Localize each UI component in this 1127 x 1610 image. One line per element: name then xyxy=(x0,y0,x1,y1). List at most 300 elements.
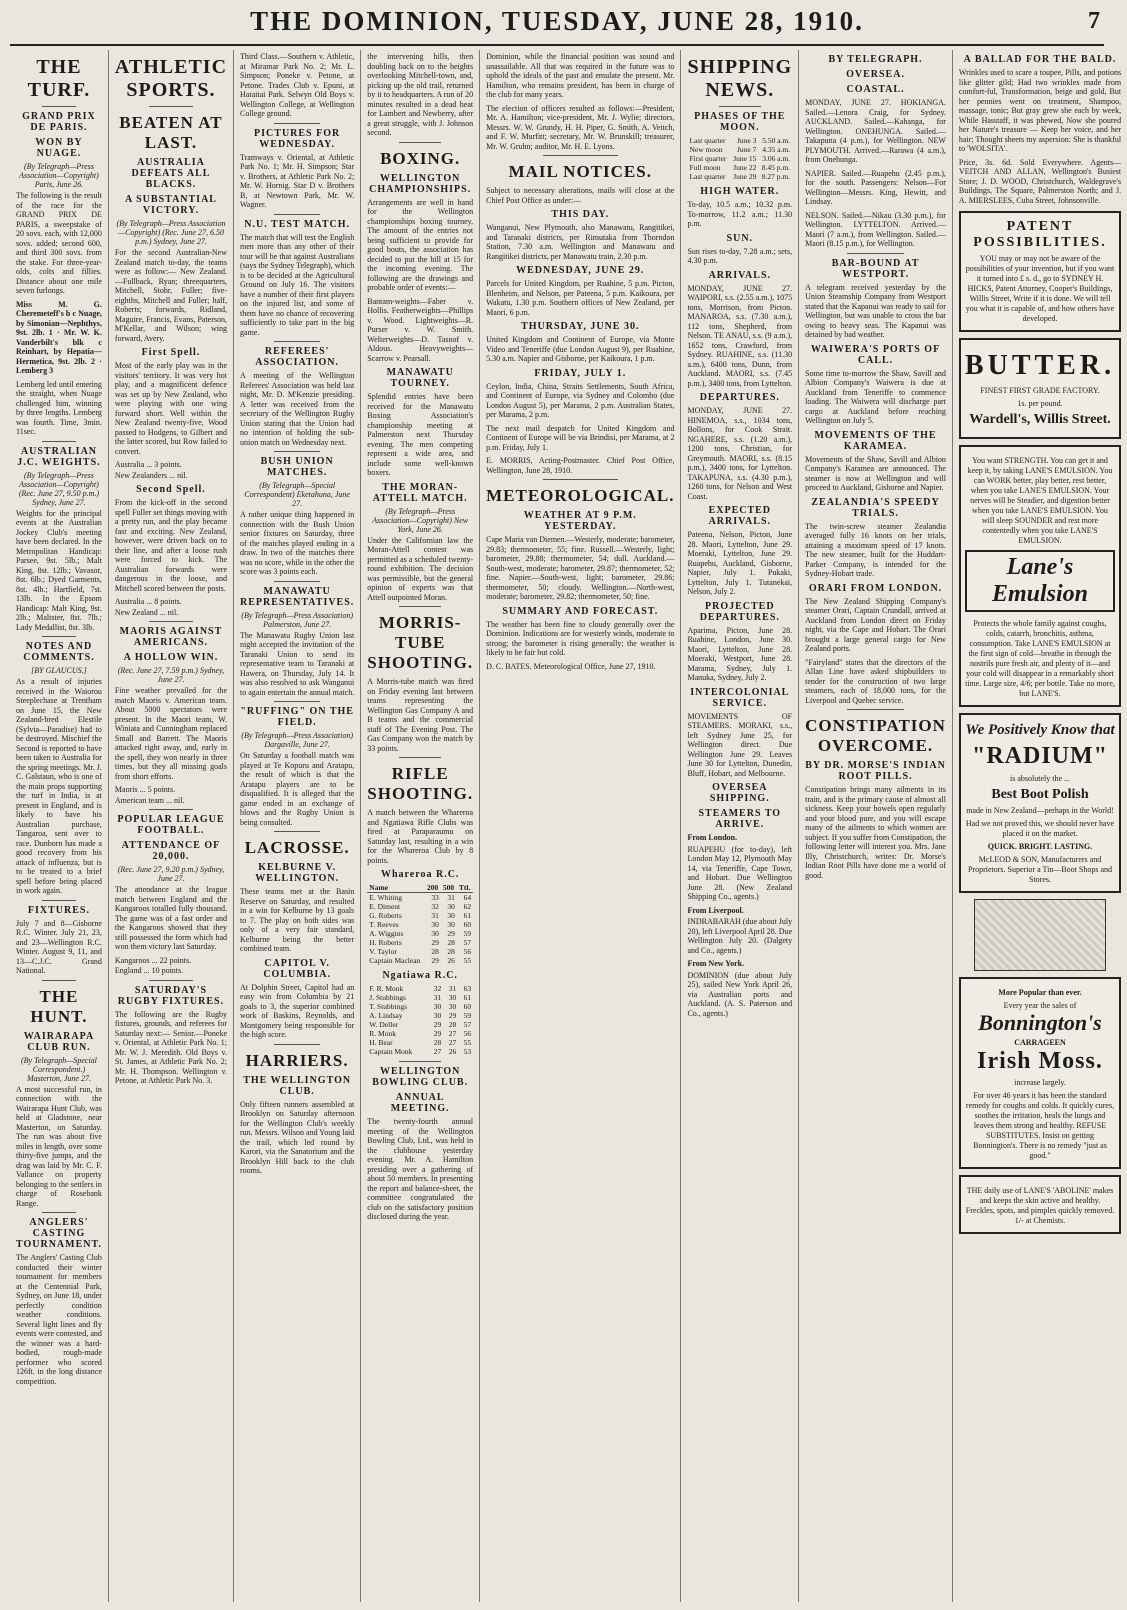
table-cell: J. Stubbings xyxy=(369,993,406,1002)
table-cell: New moon xyxy=(689,145,723,154)
dateline: (By Telegraph—Special Correspondent.) Masterton, June 27. xyxy=(20,1055,97,1083)
arrivals-subtitle: ARRIVALS. xyxy=(708,269,772,281)
table-cell: June 7 xyxy=(737,145,757,154)
article-text: Movements of the Shaw, Savill and Albion Company's Karamea are announced. The steamer is now at Wellington and will proceed to Auckland, Gisborne and Napier. xyxy=(805,454,946,492)
radium-quick: QUICK. BRIGHT. LASTING. xyxy=(987,842,1093,851)
lacrosse-title: LACROSSE. xyxy=(244,838,350,857)
article-text: These teams met at the Basin Reserve on Saturday, and resulted in a win for Kelburne by 13 goals to 7. The play on both sides was only of a very fair standard, Kelburne being the better combined team. xyxy=(240,887,355,953)
divider xyxy=(274,451,320,452)
harriers-subtitle: THE WELLINGTON CLUB. xyxy=(243,1074,352,1097)
article-text: MOVEMENTS OF STEAMERS. MORAKI, s.s., left Sydney June 25, for Wellington direct. Due Wellington June 29. Leaves June 30 for Lyttelton, Dunedin, Bluff, Hobart, and Melbourne. xyxy=(687,711,793,778)
divider xyxy=(399,606,441,607)
article-text: A Morris-tube match was fired on Friday evening last between teams representing the Wellington Gas Company A and B teams and the commercial staff of The Evening Post. The Gas Company won the match by 33 points. xyxy=(367,677,474,753)
dateline: (By Telegraph—Press Association—Copyright) (Rec. June 27, 6.50 p.m.) Sydney, June 27. xyxy=(116,219,226,246)
article-text: On Saturday a football match was played at Te Kopuru and Aratapu, the result of which is that the Aratapu players are to be disqualified. It is alleged that the game ended in an exchange of blows and the Rugby Union is being consulted. xyxy=(240,751,355,827)
article-text: MONDAY, JUNE 27. HINEMOA, s.s., 1034 tons, Bollons, for Cook Strait. NGAHERE, s.s. (1.20 a.m.), 1200 tons, Christian, for Greymouth. MAORI, s.s. (8.15 p.m.), 3400 tons, for Lyttelton. TAKAPUNA, s.s. (4.30 p.m.), 1260 tons, for Nelson and West Coast. xyxy=(687,406,793,501)
column-container xyxy=(10,50,1122,1602)
sun-subtitle: SUN. xyxy=(726,232,754,244)
table-cell: 29 xyxy=(433,1020,442,1029)
article-text: The Manawatu Rugby Union last night accepted the invitation of the Taranaki Union to send its representative team to Taranaki at Hawera, on Thursday, July 14. It was also resolved to ask Wanganui to again entertain the annual match. xyxy=(240,630,355,697)
table-cell: Captain Maclean xyxy=(369,956,421,965)
table-cell: 8.45 p.m. xyxy=(761,163,791,172)
table-row xyxy=(687,136,792,145)
rifle-title: RIFLE SHOOTING. xyxy=(367,764,474,803)
dateline: (Rec. June 27, 9.20 p.m.) Sydney, June 27. xyxy=(117,865,225,883)
divider xyxy=(719,106,761,107)
grand-prix-subtitle: GRAND PRIX DE PARIS. xyxy=(22,111,96,133)
table-cell: 30 xyxy=(431,929,439,938)
table-cell: 57 xyxy=(463,938,472,947)
article-text: Some time to-morrow the Shaw, Savill and Albion Company's Waiwera is due at Auckland from Teneriffe to commence loading. The Waiwera will discharge part cargo at Auckland before reaching Wellington on July 5. xyxy=(805,368,946,425)
article-text: The twin-screw steamer Zealandia averaged fully 16 knots on her trials, attaining a maximum speed of 17 knots. The new steamer, built for the Huddart-Parker Company, is intended for the Sydney-Hobart trade. xyxy=(805,521,946,578)
whareroa-title: Whareroa R.C. xyxy=(380,869,460,880)
table-row xyxy=(687,163,792,172)
article-text: The attendance at the league match between England and the Kangaroos totalled fully thousand. The game was of a fast order and the Kangaroos showed that they still possessed the form which had won them victory last Saturday. xyxy=(114,885,228,951)
article-text: The twenty-fourth annual meeting of the Wellington Bowling Club, Ltd., was held in the clubhouse yesterday evening. Mr. A. Hamilton presiding over a gathering of about 50 members. In presenting the report and balance-sheet, the committee congratulated the club on the satisfactory position disclosed during the year. xyxy=(367,1117,474,1221)
shipping-title: SHIPPING NEWS. xyxy=(687,56,793,101)
expected-subtitle: EXPECTED ARRIVALS. xyxy=(708,505,772,527)
article-text: Tramways v. Oriental, at Athletic Park No. 1; Mr. H. Simpson; Star v. Brothers, at Athletic Park No. 2; Mr. W. Hornig. Star D v. Brothers B, at Newtown Park, Mr. W. Wagner. xyxy=(240,152,355,209)
article-text: The New Zealand Shipping Company's steamer Orari, Captain Crundall, arrived at Auckland from London direct on Friday night, via the Cape and Hobart. The Orari brought a large general cargo for New Zealand ports. xyxy=(805,596,946,653)
radium-body: is absolutely the ... xyxy=(1010,774,1070,783)
table-row xyxy=(367,1002,473,1011)
article-text: The weather has been fine to cloudy generally over the Dominion. Indications are for westerly winds, moderate to strong; the barometer is rising generally; the weather is likely to be fair but cold. xyxy=(486,619,675,657)
table-cell: A. Wiggins xyxy=(369,929,404,938)
masthead-title: THE DOMINION, TUESDAY, JUNE 28, 1910. xyxy=(250,6,864,36)
patent-ad xyxy=(959,211,1121,332)
butter-title: BUTTER. xyxy=(964,350,1116,381)
article-text: Aparima, Picton, June 28. Ruahine, London, June 30. Maori, Lyttelton, June 28. Moeraki, Westport, June 28. Marama, Sydney, July 1. Manuka, Sydney, July 2. xyxy=(687,625,793,682)
table-cell: 27 xyxy=(448,1029,457,1038)
article-text: Subject to necessary alterations, mails will close at the Chief Post Office as under:— xyxy=(486,186,675,205)
table-row xyxy=(687,145,792,154)
divider xyxy=(42,636,76,637)
best-polish: Best Boot Polish xyxy=(991,787,1089,802)
kelburne-title: KELBURNE V. WELLINGTON. xyxy=(255,862,340,884)
divider xyxy=(399,1061,441,1062)
hunt-subtitle: WAIRARAPA CLUB RUN. xyxy=(23,1030,95,1053)
column-5 xyxy=(480,50,681,1602)
divider xyxy=(42,1212,76,1213)
bonnington-increase: increase largely. xyxy=(1014,1078,1066,1087)
article-text: Third Class.—Southern v. Athletic, at Miramar Park No. 2; Mr. L. Simpson; Poneke v. Petone, at Petone. Trades Club v. Epuni, at Hataitai Park. Selwyn Old Boys v. Wellington College, at Wellington College ground. xyxy=(240,52,355,118)
article-text: MONDAY, JUNE 27. WAIPORI, s.s. (2.55 a.m.), 1075 tons, Morrison, from Picton. MANAROA, s.s. (7.30 a.m.), 112 tons, Shepherd, from Nelson. TE ANAU, s.s. (9 a.m.), 1652 tons, Crawford, from Sydney. RUAHINE, s.s. (11.30 a.m.), 6400 tons, Dunn, from Auckland. MAORI, s.s. (7.45 p.m.), 3400 tons, from Lyttelton. xyxy=(687,283,793,388)
divider xyxy=(149,106,194,107)
article-text: The Anglers' Casting Club conducted their winter tournament for members at the Centennial Park, Sydney, on June 18, under perfectly condition weather conditions. Several light lines and fly events were contested, and the winner was a hard-bodied, rough-made performer who scored 126ft. in the long distance competition. xyxy=(16,1253,102,1386)
divider xyxy=(42,441,76,442)
column-4 xyxy=(361,50,480,1602)
constipation-title: CONSTIPATION OVERCOME. xyxy=(805,716,946,755)
aus-weights-title: AUSTRALIAN J.C. WEIGHTS. xyxy=(17,445,101,468)
table-cell: V. Taylor xyxy=(369,947,397,956)
table-row xyxy=(367,956,473,965)
table-cell: T. Stubbings xyxy=(369,1002,408,1011)
table-cell: 33 xyxy=(431,893,439,902)
table-row xyxy=(367,1020,473,1029)
moon-phases-table xyxy=(687,136,792,181)
score-line: American team ... nil. xyxy=(114,795,185,805)
table-row xyxy=(367,1038,473,1047)
table-row xyxy=(687,154,792,163)
article-text: At Dolphin Street, Capitol had an easy win from Columbia by 21 goals to 3, the superior combined work of Baskins, Reynolds, and Montgomery being responsible for the high score. xyxy=(240,982,355,1039)
column-8-ads xyxy=(953,50,1127,1602)
score-line: Maoris ... 5 points. xyxy=(114,785,176,794)
divider xyxy=(543,479,618,480)
divider xyxy=(274,831,320,832)
table-cell: T. Reeves xyxy=(369,920,399,929)
mail-day-heading: WEDNESDAY, JUNE 29. xyxy=(516,265,645,276)
table-cell: R. Monk xyxy=(369,1029,396,1038)
high-water-subtitle: HIGH WATER. xyxy=(700,186,780,197)
table-cell: 32 xyxy=(433,984,442,993)
divider xyxy=(274,1044,320,1045)
table-cell: 61 xyxy=(463,993,472,1002)
victory-subtitle: A SUBSTANTIAL VICTORY. xyxy=(124,194,217,216)
divider xyxy=(399,757,441,758)
table-cell: E. Whiting xyxy=(369,893,403,902)
table-cell: 64 xyxy=(463,893,472,902)
table-row xyxy=(687,172,792,181)
radium-note: Had we not proved this, we should never have placed it on the market. xyxy=(965,819,1115,838)
ngatiawa-title: Ngatiawa R.C. xyxy=(382,970,458,981)
table-cell: 60 xyxy=(463,920,472,929)
article-text: To-day, 10.5 a.m.; 10.32 p.m. To-morrow, 11.2 a.m.; 11.30 p.m. xyxy=(687,200,793,228)
article-text: Constipation brings many ailments in its train, and is the primary cause of almost all sickness. Keep your bowels open regularly and your blood pure, and you will escape many of the ailments to which women are subject. If you suffer from Constipation, the following letter will interest you. Mrs. Jane Illy, Christchurch, writes: Dr. Morse's Indian Root Pills have done me a world of good. xyxy=(805,785,946,880)
race-results: Miss M. G. Cheremeteff's b c Nuage, by Simonian—Nephthys, 9st. 2lb. 1 · Mr. W. K. Vanderbilt's blk c Reinhart, by Hepatia—Hermetica, 9st. 2lb. 2 · Lemberg 3 xyxy=(16,299,102,375)
hunt-title: THE HUNT. xyxy=(30,986,88,1026)
article-text: NAPIER. Sailed.—Ruapehu (2.45 p.m.), for the south. Passengers: Nelson—For Wellington—Messrs. King, Hewitt, and Lindsay. xyxy=(805,168,946,206)
table-cell: First quarter xyxy=(689,154,727,163)
table-row xyxy=(367,984,473,993)
table-cell: 27 xyxy=(448,1038,457,1047)
waiwera-title: WAIWERA'S PORTS OF CALL. xyxy=(810,343,941,366)
ruffing-title: "RUFFING" ON THE FIELD. xyxy=(240,706,354,728)
popular-title: POPULAR LEAGUE FOOTBALL. xyxy=(117,814,225,836)
projected-subtitle: PROJECTED DEPARTURES. xyxy=(699,600,780,623)
article-text: A most successful run, in connection with the Wairarapa Hunt Club, was held at Gladstone, near Masterton, on Saturday. The run was about five miles in length, over some thirty-five jumps, and the drag was laid by Mr. C. F. Vallance on property belonging to the settlers in charge of Rosebank Range. xyxy=(16,1084,102,1208)
beaten-title: BEATEN AT LAST. xyxy=(119,113,223,152)
table-cell: 60 xyxy=(463,1002,472,1011)
mail-signoff: E. MORRIS, Acting-Postmaster. Chief Post Office, Wellington, June 28, 1910. xyxy=(486,456,675,475)
divider xyxy=(42,106,76,107)
column-7 xyxy=(799,50,953,1602)
table-cell: 30 xyxy=(448,1002,457,1011)
turf-title: THE TURF. xyxy=(27,56,91,101)
ballad-text: Wrinkles used to scare a toupee, Pills, and potions like glitter gild; Had two wrinkles made from comfort-ful, Transformation, beige and gold, But her pennies went on treatment, Shampoo, massage, tonic; But gray grew she each by week, While Hasstaff, it was phewed, Now she poured her Nature's treasure — Keep her voice, and her hair; Thought sheets my aspersion: She is thankful to 'WOLSITA'. xyxy=(958,68,1122,153)
mail-day-heading: THIS DAY. xyxy=(551,209,610,220)
table-cell: 3.06 a.m. xyxy=(762,154,791,163)
table-cell: 30 xyxy=(433,1002,442,1011)
table-cell: 8.27 p.m. xyxy=(761,172,791,181)
butter-ad xyxy=(959,338,1121,439)
table-cell: 29 xyxy=(431,956,439,965)
notes-title: NOTES AND COMMENTS. xyxy=(23,641,95,663)
table-cell: June 15 xyxy=(733,154,757,163)
maoris-title: MAORIS AGAINST AMERICANS. xyxy=(119,626,223,648)
oversea-subtitle: OVERSEA SHIPPING. xyxy=(709,782,770,804)
article-text: Most of the early play was in the visitors' territory. It was very hot play, and a magnificent defence was set up by New Zealand, who were playing with one wing forward short. Well within the New Zealand twenty-five, Wood passed to Hodgens, to Gilbert and the latter scored, but Row failed to convert. xyxy=(114,361,228,456)
boxing-title: BOXING. xyxy=(380,148,461,168)
score-line: New Zealand ... nil. xyxy=(114,607,179,617)
orari-title: ORARI FROM LONDON. xyxy=(808,582,943,594)
table-cell: E. Diment xyxy=(369,902,401,911)
saturday-title: SATURDAY'S RUGBY FIXTURES. xyxy=(117,984,225,1007)
article-text: Pateena, Nelson, Picton, June 28. Maori, Lyttelton, June 29. Moeraki, Lyttelton, June 29. Ruapehu, Auckland, Gisborne, Napier, July 1. Pukaki, Lyttelton, July 1. Tutanekai, Nelson, July 2. xyxy=(687,530,793,596)
mail-day-heading: THURSDAY, JUNE 30. xyxy=(521,321,640,332)
lanes-logo: Lane's Emulsion xyxy=(965,550,1115,612)
bowling-title: WELLINGTON BOWLING CLUB. xyxy=(372,1066,469,1088)
article-text: A meeting of the Wellington Referees' Association was held last night, Mr. D. M'Kenzie presiding. A letter was received from the secretary of the Wellington Rugby Union stating that the Union had no intention of holding the sub-union match on Wednesday next. xyxy=(240,371,355,447)
table-cell: 56 xyxy=(463,1029,472,1038)
table-cell: 30 xyxy=(433,1011,442,1020)
article-text: RUAPEHU (for to-day), left London May 12, Plymouth May 14, via Teneriffe, Cape Town, and Hobart. Due Wellington June 28. (New Zealand Shipping Co., agents.) xyxy=(687,844,793,901)
column-3 xyxy=(234,50,361,1602)
table-row xyxy=(367,993,473,1002)
radium-headline: We Positively Know that xyxy=(965,722,1115,738)
signoff: D. C. BATES. Meteorological Office, June 27, 1910. xyxy=(486,661,656,671)
table-cell: 30 xyxy=(447,911,455,920)
origin-heading: From Liverpool. xyxy=(687,905,744,915)
departures-subtitle: DEPARTURES. xyxy=(699,392,780,403)
table-row xyxy=(367,920,473,929)
second-spell-subtitle: Second Spell. xyxy=(136,484,206,495)
mail-entry: United Kingdom and Continent of Europe, via Monte Video and Teneriffe (due London August 9), per Ruahine, 5.30 a.m. Napier and Gisborne, per Kaikoura, 1 p.m. xyxy=(486,335,675,363)
table-cell: 30 xyxy=(447,902,455,911)
bonnington-body: For over 46 years it has been the standard remedy for coughs and colds. It quickly cures, soothes the irritation, heals the lungs and leaves them strong and healthy. REFUSE SUBSTITUTES. Insist on getting Bonnington's. There is no remedy "just as good." xyxy=(965,1091,1115,1160)
table-cell: 55 xyxy=(463,1038,472,1047)
intercolonial-subtitle: INTERCOLONIAL SERVICE. xyxy=(690,686,790,709)
table-cell: 28 xyxy=(433,1038,442,1047)
lanes-daily: THE daily use of LANE'S 'ABOLINE' makes and keeps the skin active and healthy. Freckles, spots, and pimples quickly removed. 1/- at Chemists. xyxy=(965,1186,1115,1225)
table-header: Name xyxy=(367,883,425,893)
radium-tin-image xyxy=(974,899,1106,971)
article-text: The match that will test the English men more than any other of their tour will be that against Australians (says the Sydney Telegraph), which is to be decided at the Agricultural Ground on July 16. The visitors have a number of their first players on the injured list, and some of them have no chance of recovering sufficiently to take part in the big game. xyxy=(240,232,355,337)
article-text: July 7 and 8—Gisborne R.C. Winter. July 21, 23, and 23—Wellington R.C. Winter. August 9, 11, and 13—C.J.C. Grand National. xyxy=(16,918,102,975)
moran-title: THE MORAN-ATTELL MATCH. xyxy=(372,481,468,504)
bonnington-every: Every year the sales of xyxy=(1003,1001,1077,1010)
page-number: 7 xyxy=(1088,8,1100,34)
divider xyxy=(274,581,320,582)
divider xyxy=(847,709,903,710)
table-cell: 28 xyxy=(448,1020,457,1029)
article-text: A telegram received yesterday by the Union Steamship Company from Westport stated that the Kapanui was ready to sail for Wellington, but was unable to cross the bar owing to heavy seas. The Kapanui was detained by bad weather. xyxy=(805,282,946,339)
article-text: For the second Australian-New Zealand match to-day, the teams were as follow:— New Zealand.—Fullback, Ryan; threequarters, Mitchell, Stohr, Fuller; five-eighths, Mitchell and Fuller; half, Roberts; forwards, Ridland, Maguire, Francis, Evans, Paterson, M'Kellar, and Wilson; wing forward, Avery. xyxy=(114,248,228,343)
mail-entry: Wanganui, New Plymouth, also Manawatu, Rangitikei, and Taranaki districts, per Rimutaka from Thorndon Station, 7.30 a.m. Wellington and Manawatu and Rangitikei districts, per Manawatu train, 2.30 p.m. xyxy=(486,223,675,261)
article-text: The election of officers resulted as follows:—President, Mr. A. Hamilton; vice-president, Mr. J. Wylie; directors, Messrs. W. W. Grundy, H. H. Piper, G. Smith, A. Veitch, and F. W. Murfitt; secretary, Mr. W. Brunskill; treasurer, Mr. W. Gruhn; auditor, Mr. H. E. Lyons. xyxy=(486,103,675,151)
table-cell: Last quarter xyxy=(689,136,726,145)
masthead xyxy=(10,6,1104,46)
table-cell: Full moon xyxy=(689,163,721,172)
table-cell: 55 xyxy=(463,956,472,965)
athletic-title: ATHLETIC SPORTS. xyxy=(114,56,228,101)
table-cell: 53 xyxy=(463,1047,472,1056)
patent-text: YOU may or may not be aware of the possibilities of your invention, but if you want it turned into £ s. d., go to SYDNEY H. HICKS, Patent Attorney, Cooper's Buildings, Willis Street, Write if it is done. We will tell you what it is capable of, and how others have developed. xyxy=(965,254,1115,323)
bonnington-name: Bonnington's xyxy=(978,1010,1102,1035)
divider xyxy=(149,980,194,981)
mail-title: MAIL NOTICES. xyxy=(508,162,652,181)
article-text: As a result of injuries received in the Waiorou Steeplechase at Trentham on June 15, the New Zealand-bred Elestile (Sylvia—Paradise) had to be destroyed. Mischief the Second is reported to have been taken to Australia for the spring meetings. Mr. J. C. Galstaun, who is one of the main props supporting the turf in India, is at present in England, and is likely to have his Australian purchase, Tangaroa, sent over to race. Dunborn has made a good recovery from his attack of influenza, but is to be treated to a brief spell before being placed in work again. xyxy=(16,677,102,895)
radium-ad xyxy=(959,713,1121,893)
table-cell: 29 xyxy=(448,1011,457,1020)
dateline: (By Telegraph—Press Association) Palmerston, June 27. xyxy=(241,610,353,629)
table-cell: June 29 xyxy=(733,172,757,181)
dateline: (Rec. June 27, 7.59 p.m.) Sydney, June 27. xyxy=(117,666,225,684)
table-row xyxy=(367,902,473,911)
speedy-title: ZEALANDIA'S SPEEDY TRIALS. xyxy=(811,496,940,519)
table-cell: 57 xyxy=(463,1020,472,1029)
mail-entry: Parcels for United Kingdom, per Ruahine, 5 p.m. Picton, Blenheim, and Nelson, per Pateena, 5 p.m. Kaikoura, per Wakatu, 1.30 p.m. Southern offices of New Zealand, per Maori, 6 p.m. xyxy=(486,279,675,317)
column-6 xyxy=(681,50,799,1602)
wardell-store: Wardell's, Willis Street. xyxy=(969,412,1111,427)
oversea-subtitle: OVERSEA. xyxy=(846,69,905,80)
radium-made: made in New Zealand—perhaps in the World! xyxy=(966,806,1114,815)
lanes-body: Protects the whole family against coughs, colds, catarrh, bronchitis, asthma, consumption. Take LANE'S EMULSION at the first sign of cold—breathe in through the nostrils pure fresh air, and plenty of it—and your cold will disappear in a remarkably short time. Large size, 4/6; per bottle. Take no more, but LANE'S. xyxy=(965,619,1115,698)
column-1 xyxy=(10,50,109,1602)
table-row xyxy=(367,893,473,903)
maoris-subtitle: A HOLLOW WIN. xyxy=(123,652,219,663)
divider xyxy=(42,980,76,981)
patent-title: PATENT POSSIBILITIES. xyxy=(973,219,1107,250)
radium-maker: McLEOD & SON, Manufacturers and Proprietors. Superior a Tin—Boot Shops and Stores. xyxy=(967,855,1112,884)
column-2 xyxy=(109,50,234,1602)
table-header: 200 xyxy=(425,883,441,893)
table-cell: G. Roberts xyxy=(369,911,402,920)
bonnington-irish: Irish Moss. xyxy=(977,1048,1103,1074)
butter-subtitle: FINEST FIRST GRADE FACTORY. xyxy=(980,386,1100,395)
wolsita-agents: Price, 3s. 6d. Sold Everywhere. Agents—VEITCH AND ALLAN, Wellington's Busiest Store; J. D. WOOD, Christchurch, Waldegrave's Buildings, The Square, Palmerston North; and J. A. MIERSLEES, Cuba Street, Johnsonville. xyxy=(958,157,1122,205)
table-cell: 26 xyxy=(447,956,455,965)
table-cell: 31 xyxy=(433,993,442,1002)
table-cell: 26 xyxy=(448,1047,457,1056)
steamers-subtitle: STEAMERS TO ARRIVE. xyxy=(698,808,782,830)
table-cell: 63 xyxy=(463,984,472,993)
morris-title: MORRIS-TUBE SHOOTING. xyxy=(367,613,474,672)
dateline: (By Telegraph—Press Association—Copyright) New York, June 26. xyxy=(372,506,469,534)
boxing-subtitle: WELLINGTON CHAMPIONSHIPS. xyxy=(369,172,472,195)
table-cell: Captain Monk xyxy=(369,1047,413,1056)
article-text: the intervening hills, then doubling back on to the heights overlooking Mitchell-town, and, picking up the old trail, returned by it to headquarters. A run of 20 minutes resulted in a dead heat for Lambert and Newberry, after a great struggle, with J. Johnson second. xyxy=(367,52,474,137)
table-cell: 28 xyxy=(447,947,455,956)
bush-title: BUSH UNION MATCHES. xyxy=(260,456,334,478)
pictures-title: PICTURES FOR WEDNESDAY. xyxy=(254,127,341,150)
table-cell: 59 xyxy=(463,1011,472,1020)
divider xyxy=(274,123,320,124)
byline: [BY GLAUCUS.] xyxy=(31,666,87,675)
mail-entry: Ceylon, India, China, Straits Settlements, South Africa, and Continent of Europe, via Sydney and Colombo (due London August 5), per Marama, 2 p.m. Australian States, per Marama, 2 p.m. xyxy=(486,381,675,419)
article-text: Lemberg led until entering the straight, when Nuage challenged him, winning by three lengths. Lemberg was fourth. Time, 3min. 11sec. xyxy=(16,379,102,436)
telegraph-subtitle: BY TELEGRAPH. xyxy=(828,54,923,65)
table-cell: H. Bear xyxy=(369,1038,393,1047)
score-line: New Zealanders ... nil. xyxy=(114,470,188,480)
table-cell: 29 xyxy=(431,938,439,947)
article-text: Sun rises to-day, 7.28 a.m.; sets, 4.30 p.m. xyxy=(687,246,793,265)
table-header: Ttl. xyxy=(457,883,473,893)
table-cell: 31 xyxy=(447,893,455,902)
popular-subtitle: ATTENDANCE OF 20,000. xyxy=(121,840,221,862)
article-text: Weights for the principal events at the Australian Jockey Club's meeting have been declared. In the Metropolitan Handicap: Parsee, 9st. 5lb.; Malt King, 8st. 12lb.; Vavasor, 8st. 6lb.; Dyed Garments, 8st. 4lb.; Hartfield, 7st. 13lb. In the Epsom Handicap: Malt King, 9st. 2lb.; Maltster, 8st. 7lb.; Lady Medallist, 8st. 3lb. xyxy=(16,508,102,632)
table-cell: Last quarter xyxy=(689,172,726,181)
first-spell-subtitle: First Spell. xyxy=(141,347,201,358)
table-cell: 28 xyxy=(447,938,455,947)
score-line: Australia ... 8 points. xyxy=(114,597,182,606)
lanes-text: You want STRENGTH. You can get it and keep it, by taking LANE'S EMULSION. You can WORK better, play better, rest better, when you take LANE'S EMULSION. Your nerves will be Steadier, and digestion better when you take LANE'S EMULSION. You will sleep SOUNDER and rest more contentedly when you take LANE'S EMULSION. xyxy=(967,456,1113,545)
mail-day-heading: FRIDAY, JULY 1. xyxy=(534,367,627,379)
divider xyxy=(149,621,194,622)
divider xyxy=(847,253,903,254)
phases-subtitle: PHASES OF THE MOON. xyxy=(694,111,786,133)
origin-heading: From London. xyxy=(687,833,738,842)
dateline: (By Telegraph—Press Association—Copyright) Paris, June 26. xyxy=(19,162,99,189)
dateline: (By Telegraph—Press Association) Dargaville, June 27. xyxy=(241,731,353,749)
bout-list: Bantam-weights—Faber v. Hollis. Featherweights—Phillips v. Wood. Lightweights—R. Purser v. W. Smith. Welterweights—D. Tasnof v. Aldous. Heavyweights—Scarrow v. Pearsall. xyxy=(367,296,474,363)
table-cell: H. Roberts xyxy=(369,938,402,947)
table-cell: 27 xyxy=(433,1047,442,1056)
table-header: 500 xyxy=(441,883,457,893)
table-cell: 29 xyxy=(447,929,455,938)
article-text: Under the Californian law the Moran-Attell contest was permitted as a scheduled twenty-round exhibition. The decision was permissible, but the general opinion of experts was that Attell outpointed Moran. xyxy=(367,535,474,602)
article-text: Dominion, while the financial position was sound and unassailable. All that was required in the future was to uphold the ideals of the past and emulate the present. Mr. Hamilton, who remains president, has been in charge of the club for many years. xyxy=(486,52,675,99)
table-row xyxy=(367,929,473,938)
capitol-title: CAPITOL V. COLUMBIA. xyxy=(263,957,331,980)
table-cell: 5.50 a.m. xyxy=(762,136,791,145)
article-text: The following are the Rugby fixtures, grounds, and referees for Saturday next:— Senior.—Poneke v. Oriental, at Athletic Park No. 1; Mr. W. J. Meredith. Old Boys v. St. James, at Athletic Park No. 2; Mr. H. Thompson. Wellington v. Petone, at Athletic Park No. 3. xyxy=(114,1009,228,1085)
beaten-subtitle: AUSTRALIA DEFEATS ALL BLACKS. xyxy=(131,157,211,190)
table-cell: 32 xyxy=(431,902,439,911)
table-row xyxy=(367,1029,473,1038)
article-text: NELSON. Sailed.—Nikau (3.30 p.m.), for Wellington. LYTTELTON. Arrived.—Maori (7 a.m.), from Wellington. Sailed.—Maori (8.15 p.m.), for Wellington. xyxy=(805,210,946,248)
article-text: A match between the Whareroa and Ngatiawa Rifle Clubs was fired at Paraparaumu on Saturday last, resulting in a win for the Whareroa Club by 8 points. xyxy=(367,808,474,865)
met-title: METEOROLOGICAL. xyxy=(486,486,675,505)
mail-entry: The next mail despatch for United Kingdom and Continent of Europe will be via Brindisi, per Marama, at 2 p.m. Friday, July 1. xyxy=(486,423,675,452)
bonnington-more: More Popular than ever. xyxy=(998,988,1082,997)
table-row xyxy=(367,1011,473,1020)
bonnington-carrageen: CARRAGEEN xyxy=(1014,1038,1066,1047)
divider xyxy=(399,142,441,143)
article-text: Arrangements are well in hand for the Wellington championships boxing tourney. The amount of the entries not being sufficient to provide for good bouts, the association has decided to put the bill at 15 for the incoming evening. The following are the drawings and probable order of events:— xyxy=(367,197,474,292)
table-cell: 61 xyxy=(463,911,472,920)
grand-prix-won: WON BY NUAGE. xyxy=(35,137,83,159)
divider xyxy=(543,155,618,156)
table-row xyxy=(367,1047,473,1056)
table-cell: 62 xyxy=(463,902,472,911)
barbound-title: BAR-BOUND AT WESTPORT. xyxy=(831,257,920,280)
article-text: INDRABARAH (due about July 20), left Liverpool April 28. Due Wellington July 20. (Dalgety and Co., agents.) xyxy=(687,917,793,955)
radium-name: "RADIUM" xyxy=(972,743,1108,769)
table-cell: 56 xyxy=(463,947,472,956)
table-cell: F. R. Monk xyxy=(369,984,404,993)
table-cell: W. Deller xyxy=(369,1020,399,1029)
article-text: Only fifteen runners assembled at Brooklyn on Saturday afternoon for the Wellington Club's weekly run. Messrs. Wilson and Young laid the trail, which led round by Karori, via the Sanatorium and the Brooklyn Hill back to the club rooms. xyxy=(240,1099,355,1175)
table-cell: June 22 xyxy=(733,163,757,172)
table-cell: 29 xyxy=(433,1029,442,1038)
article-text: A rather unique thing happened in connection with the Bush Union senior fixtures on Saturday, three of the matches played ending in a draw. In two of the matches there was no score, while in the other the score was 3 points each. xyxy=(240,510,355,576)
origin-heading: From New York. xyxy=(687,959,745,968)
score-line: England ... 10 points. xyxy=(114,966,184,975)
table-cell: 31 xyxy=(448,984,457,993)
table-cell: 31 xyxy=(431,911,439,920)
manawatu-title: MANAWATU REPRESENTATIVES. xyxy=(240,585,355,608)
weather-subtitle: WEATHER AT 9 P.M. YESTERDAY. xyxy=(523,510,637,532)
anglers-title: ANGLERS' CASTING TOURNAMENT. xyxy=(16,1217,102,1250)
dateline: (By Telegraph—Press Association—Copyright) (Rec. June 27, 9.50 p.m.) Sydney, June 27. xyxy=(18,470,100,507)
divider xyxy=(274,341,320,342)
article-text: MONDAY, JUNE 27. HOKIANGA. Sailed.—Lenora Craig, for Sydney. AUCKLAND. Sailed.—Kahanga, for Wellington. ONEHUNGA. Sailed.—Takapuna (4 p.m.), for Wellington. NEW PLYMOUTH. Arrived.—Rarawa (4 a.m.), from Onehunga. xyxy=(805,98,946,164)
article-text: Splendid entries have been received for the Manawatu Boxing Association's championship meeting at Palmerston next Thursday evening. The men competing represent a wide area, and include some well-known boxers. xyxy=(367,392,474,477)
table-cell: A. Lindsay xyxy=(369,1011,403,1020)
summary-title: SUMMARY AND FORECAST. xyxy=(502,605,659,617)
karamea-title: MOVEMENTS OF THE KARAMEA. xyxy=(814,429,937,452)
lanes-ad xyxy=(959,445,1121,707)
